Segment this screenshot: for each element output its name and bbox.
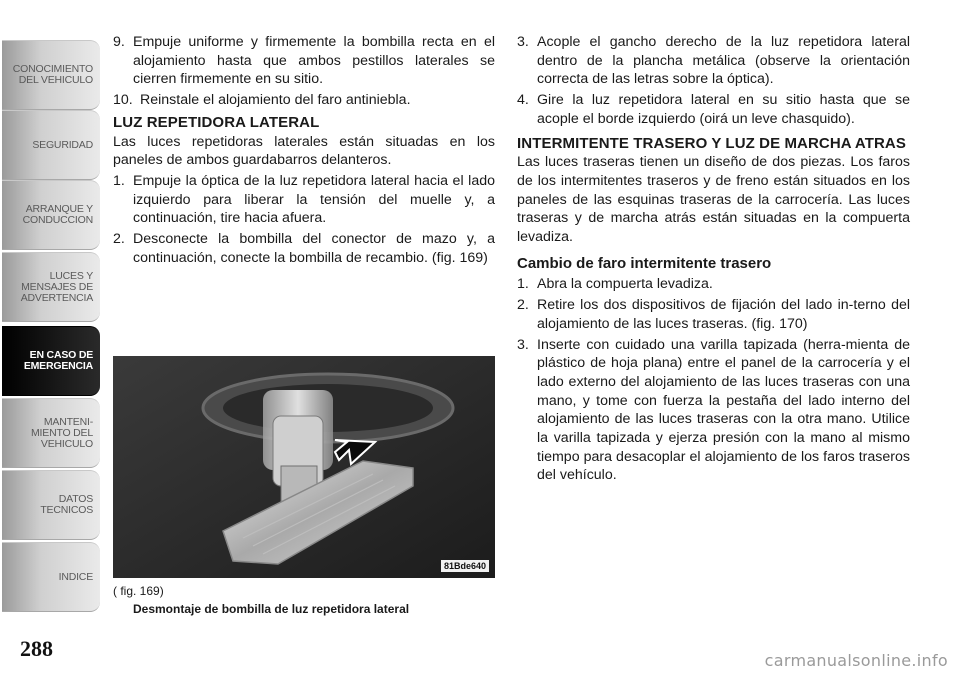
section-intro: Las luces traseras tienen un diseño de dos piezas. Los faros de los intermitentes traseros y de freno están situados en los paneles de las esquinas traseras de la carrocería. Las luces traseras y de marcha atrás están situadas en la compuerta levadiza. bbox=[517, 154, 910, 246]
item-number: 3. bbox=[517, 336, 529, 353]
list-item bbox=[517, 33, 910, 89]
item-text: Retire los dos dispositivos de fijación del lado in-terno del alojamiento de las luces traseras. (fig. 170) bbox=[537, 297, 910, 332]
list-item bbox=[517, 296, 910, 333]
tab-seguridad[interactable]: SEGURIDAD bbox=[2, 110, 100, 180]
tab-arranque-y-conduccion[interactable]: ARRANQUE Y CONDUCCION bbox=[2, 180, 100, 250]
watermark: carmanualsonline.info bbox=[764, 651, 948, 670]
page-number: 288 bbox=[20, 636, 53, 661]
list-item bbox=[113, 91, 495, 110]
item-number: 1. bbox=[113, 172, 125, 189]
list-item bbox=[517, 275, 910, 294]
item-number: 9. bbox=[113, 34, 125, 50]
tab-luces-y-mensajes[interactable]: LUCES Y MENSAJES DE ADVERTENCIA bbox=[2, 252, 100, 322]
tab-conocimiento-del-vehiculo[interactable]: CONOCIMIENTO DEL VEHICULO bbox=[2, 40, 100, 110]
figure-reference: ( fig. 169) bbox=[113, 584, 164, 598]
item-number: 2. bbox=[113, 231, 125, 248]
item-number: 2. bbox=[517, 297, 529, 314]
figure-169-photo bbox=[113, 356, 495, 578]
list-item bbox=[113, 33, 495, 89]
figure-caption: Desmontaje de bombilla de luz repetidora lateral bbox=[133, 602, 410, 616]
section-heading: INTERMITENTE TRASERO Y LUZ DE MARCHA ATRAS bbox=[517, 134, 906, 152]
list-item bbox=[517, 91, 910, 128]
list-item bbox=[113, 230, 495, 267]
list-item bbox=[113, 172, 495, 228]
repeater-lamp-illustration bbox=[113, 356, 495, 578]
list-item bbox=[517, 336, 910, 486]
item-number: 4. bbox=[517, 92, 529, 109]
right-column bbox=[517, 33, 910, 485]
section-intro: Las luces repetidoras laterales están situadas en los paneles de ambos guardabarros delanteros. bbox=[113, 133, 495, 169]
tab-indice[interactable]: INDICE bbox=[2, 542, 100, 612]
item-text: Reinstale el alojamiento del faro antiniebla. bbox=[140, 92, 411, 109]
item-text: Acople el gancho derecho de la luz repetidora lateral dentro de la plancha metálica (observe la orientación correcta de las letras sobre la óptica). bbox=[537, 34, 910, 88]
item-text: Abra la compuerta levadiza. bbox=[537, 276, 713, 293]
item-number: 1. bbox=[517, 276, 529, 293]
item-text: Inserte con cuidado una varilla tapizada (herra-mienta de plástico de hoja plana) entre el panel de la carrocería y el lado externo del alojamiento de las luces traseras con una mano, y tome con fuerza la pestaña del lado interno del alojamiento de las luces traseras con la otra mano. Utilice la varilla tapizada y ejerza presión con la mano al mismo tiempo para desacoplar el alojamiento de los faros traseros del vehículo. bbox=[537, 336, 910, 484]
section-heading: LUZ REPETIDORA LATERAL bbox=[113, 113, 320, 131]
item-number: 3. bbox=[517, 34, 529, 50]
item-number: 10. bbox=[113, 92, 133, 109]
item-text: Desconecte la bombilla del conector de mazo y, a continuación, conecte la bombilla de recambio. (fig. 169) bbox=[133, 231, 495, 266]
left-column bbox=[113, 33, 495, 267]
item-text: Gire la luz repetidora lateral en su sitio hasta que se acople el borde izquierdo (oirá un leve chasquido). bbox=[537, 92, 910, 127]
tab-mantenimiento-del-vehiculo[interactable]: MANTENI- MIENTO DEL VEHICULO bbox=[2, 398, 100, 468]
subsection-heading: Cambio de faro intermitente trasero bbox=[517, 254, 772, 272]
item-text: Empuje uniforme y firmemente la bombilla recta en el alojamiento hasta que ambos pestillos laterales se cierren firmemente en su sitio. bbox=[133, 34, 495, 88]
tab-datos-tecnicos[interactable]: DATOS TECNICOS bbox=[2, 470, 100, 540]
tab-en-caso-de-emergencia[interactable]: EN CASO DE EMERGENCIA bbox=[2, 326, 100, 396]
figure-code: 81Bde640 bbox=[441, 560, 489, 572]
chapter-sidebar bbox=[0, 0, 102, 678]
item-text: Empuje la óptica de la luz repetidora lateral hacia el lado izquierdo para liberar la tensión del muelle y, a continuación, tire hacia afuera. bbox=[133, 172, 495, 227]
